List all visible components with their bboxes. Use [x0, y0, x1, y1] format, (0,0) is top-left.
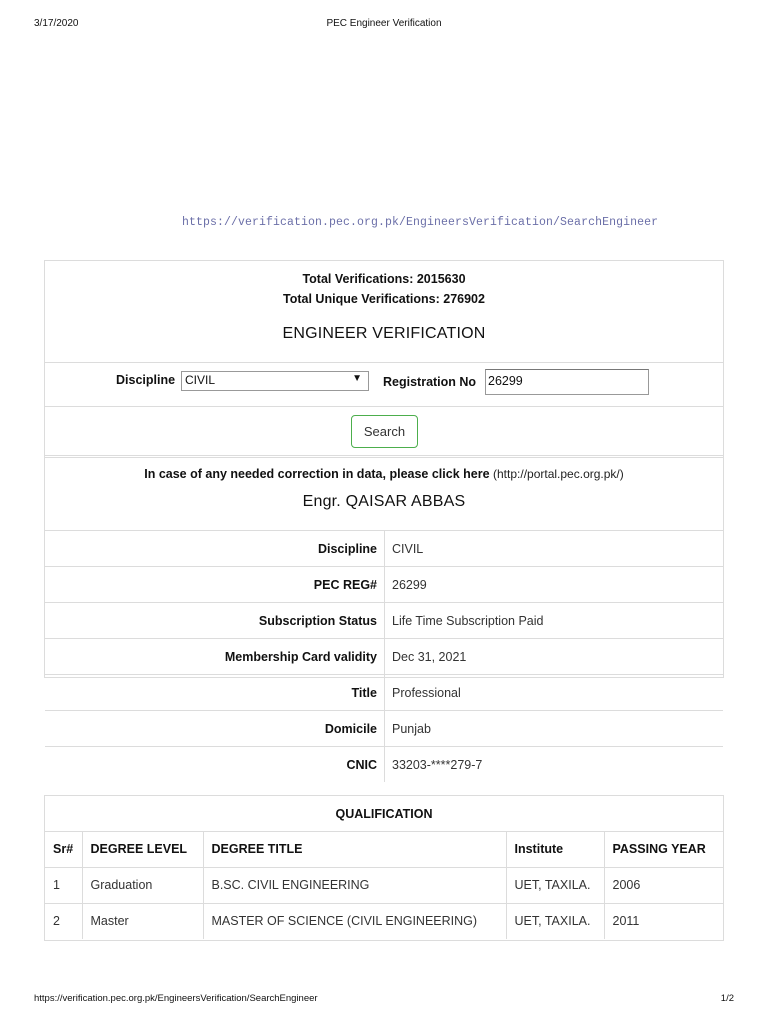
detail-key: Title	[351, 686, 377, 700]
detail-row-cnic	[45, 746, 723, 782]
detail-value: Dec 31, 2021	[392, 650, 467, 664]
detail-row-subscription	[45, 602, 723, 638]
registration-label: Registration No	[383, 375, 477, 389]
detail-key: Discipline	[317, 542, 377, 556]
portal-link[interactable]: (http://portal.pec.org.pk/)	[493, 467, 624, 481]
detail-key: Domicile	[324, 722, 377, 736]
divider	[45, 455, 723, 456]
detail-key: CNIC	[346, 758, 377, 772]
unique-verifications-label: Total Unique Verifications:	[283, 292, 440, 306]
detail-value: Life Time Subscription Paid	[392, 614, 544, 628]
detail-value: Punjab	[392, 722, 431, 736]
table-row	[45, 903, 723, 939]
detail-key: Membership Card validity	[224, 650, 377, 664]
print-header	[0, 18, 768, 32]
column-header: Institute	[506, 831, 604, 867]
table-cell: UET, TAXILA.	[506, 867, 604, 903]
page-number: 1/2	[720, 993, 734, 1004]
discipline-select[interactable]	[181, 371, 369, 391]
dropdown-arrow-icon: ▼	[352, 373, 362, 384]
cell-divider	[384, 747, 385, 782]
column-header: Sr#	[45, 831, 82, 867]
unique-verifications-value: 276902	[443, 292, 485, 306]
engineer-name: Engr. QAISAR ABBAS	[302, 493, 466, 510]
page-heading: ENGINEER VERIFICATION	[282, 325, 486, 342]
table-cell: 2011	[604, 903, 723, 939]
table-cell: 2006	[604, 867, 723, 903]
cell-divider	[384, 567, 385, 602]
search-form	[45, 369, 723, 399]
detail-value: CIVIL	[392, 542, 424, 556]
print-date: 3/17/2020	[34, 18, 79, 29]
detail-row-domicile	[45, 710, 723, 746]
cell-divider	[384, 639, 385, 674]
table-header-row	[45, 831, 723, 867]
total-verifications-value: 2015630	[416, 272, 466, 286]
correction-notice	[45, 467, 723, 481]
column-header: PASSING YEAR	[604, 831, 723, 867]
table-cell: MASTER OF SCIENCE (CIVIL ENGINEERING)	[203, 903, 506, 939]
column-header: DEGREE LEVEL	[82, 831, 203, 867]
discipline-label: Discipline	[116, 373, 176, 387]
correction-link[interactable]: In case of any needed correction in data, please click here	[144, 467, 490, 481]
print-page-title: PEC Engineer Verification	[326, 18, 442, 29]
qualification-table	[45, 831, 723, 939]
table-row	[45, 867, 723, 903]
detail-key: Subscription Status	[258, 614, 377, 628]
registration-input[interactable]: 26299	[485, 369, 649, 395]
table-cell: UET, TAXILA.	[506, 903, 604, 939]
detail-row-card-validity	[45, 638, 723, 674]
column-header: DEGREE TITLE	[203, 831, 506, 867]
total-verifications-label: Total Verifications:	[302, 272, 414, 286]
divider	[45, 362, 723, 363]
qualification-panel	[44, 795, 724, 941]
table-cell: Master	[82, 903, 203, 939]
detail-value: 33203-****279-7	[392, 758, 483, 772]
footer-url: https://verification.pec.org.pk/EngineersVerification/SearchEngineer	[34, 993, 318, 1004]
detail-row-pec-reg	[45, 566, 723, 602]
table-cell: Graduation	[82, 867, 203, 903]
detail-value: 26299	[392, 578, 427, 592]
table-cell: 2	[45, 903, 82, 939]
divider	[45, 457, 723, 458]
qualification-title: QUALIFICATION	[45, 796, 723, 832]
page-url-link[interactable]: https://verification.pec.org.pk/EngineersVerification/SearchEngineer	[182, 216, 659, 229]
verification-stats	[45, 261, 723, 309]
unique-verifications	[45, 289, 723, 309]
cell-divider	[384, 603, 385, 638]
cell-divider	[384, 711, 385, 746]
search-button[interactable]: Search	[351, 415, 418, 448]
table-cell: 1	[45, 867, 82, 903]
detail-row-title	[45, 674, 723, 710]
detail-key: PEC REG#	[313, 578, 377, 592]
total-verifications	[45, 269, 723, 289]
discipline-select-value: CIVIL	[185, 373, 216, 387]
detail-value: Professional	[392, 686, 461, 700]
detail-row-discipline	[45, 530, 723, 566]
cell-divider	[384, 675, 385, 710]
cell-divider	[384, 531, 385, 566]
verification-panel	[44, 260, 724, 772]
table-cell: B.SC. CIVIL ENGINEERING	[203, 867, 506, 903]
divider	[45, 406, 723, 407]
